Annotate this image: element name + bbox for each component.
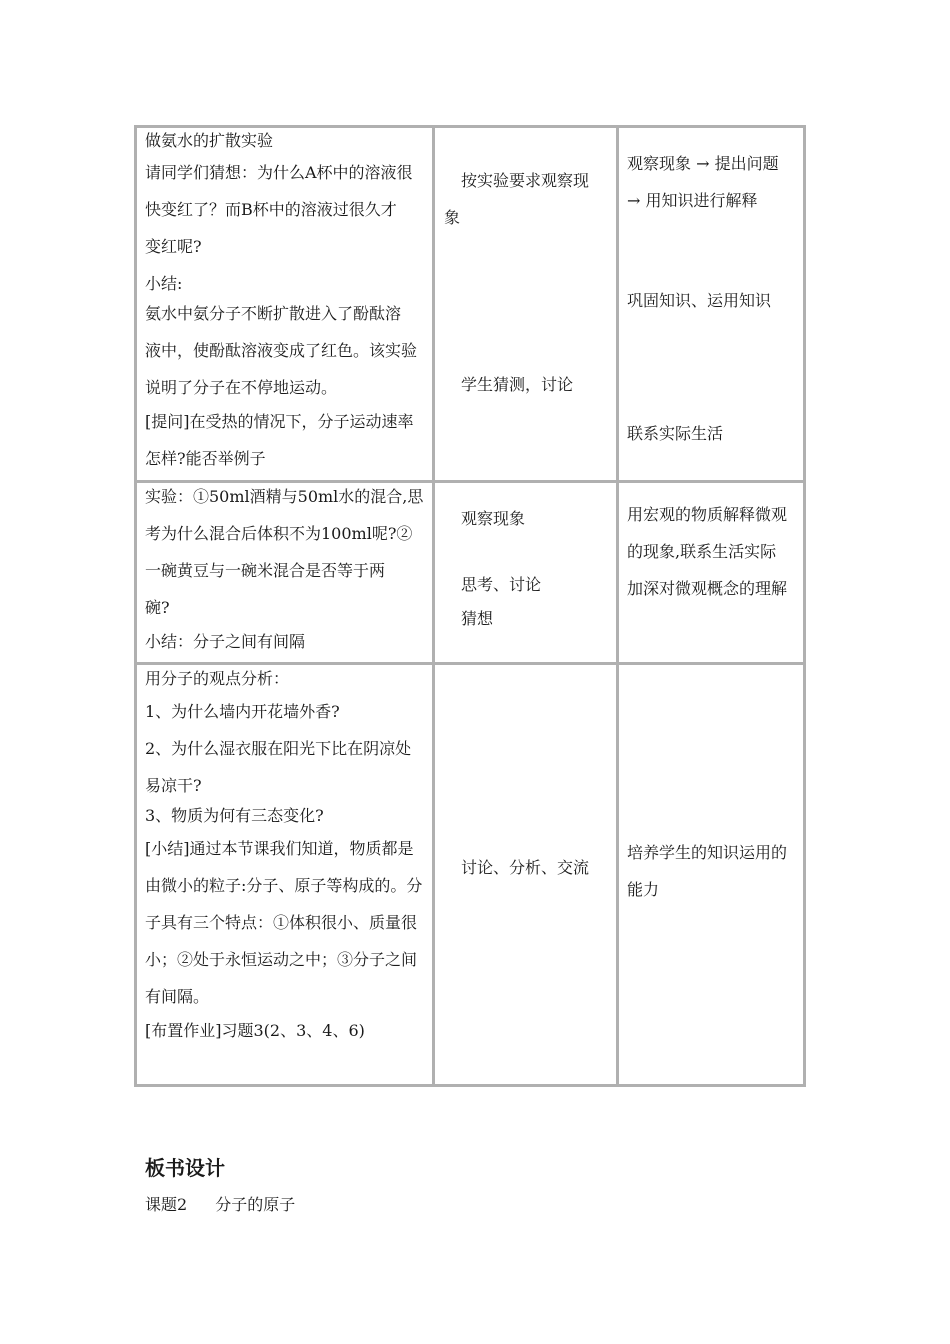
row2-teacher-line: 考为什么混合后体积不为100ml呢?② [145,524,413,543]
column-divider [432,125,435,1087]
row1-purpose-line: → 用知识进行解释 [627,191,758,210]
row1-student-line: 象 [444,208,461,227]
row1-purpose-line: 联系实际生活 [627,424,724,443]
row1-purpose-line: 观察现象 → 提出问题 [627,154,779,173]
row1-teacher-line: 怎样?能否举例子 [145,449,266,468]
row3-teacher-line: 由微小的粒子:分子、原子等构成的。分 [145,876,423,895]
row2-student-line: 思考、讨论 [461,575,542,594]
row3-teacher-line: [布置作业]习题3(2、3、4、6) [145,1021,365,1040]
lesson-topic: 分子的原子 [215,1195,296,1214]
row1-teacher-line: 快变红了？而B杯中的溶液过很久才 [145,200,397,219]
row3-teacher-line: 小；②处于永恒运动之中；③分子之间 [145,950,418,969]
row3-student-line: 讨论、分析、交流 [461,858,590,877]
table-border-bottom [134,1084,806,1087]
row3-teacher-line: [小结]通过本节课我们知道，物质都是 [145,839,414,858]
row1-student-line: 按实验要求观察现 [461,171,590,190]
row2-purpose-line: 用宏观的物质解释微观 [627,505,788,524]
row2-teacher-line: 实验：①50ml酒精与50ml水的混合,思 [145,487,424,506]
row1-teacher-line: 请同学们猜想：为什么A杯中的溶液很 [145,163,413,182]
row1-teacher-line: 液中，使酚酞溶液变成了红色。该实验 [145,341,418,360]
row2-purpose-line: 的现象,联系生活实际 [627,542,777,561]
lesson-label: 课题2 [145,1195,188,1214]
row2-student-line: 猜想 [461,609,494,628]
row3-purpose-line: 培养学生的知识运用的 [627,843,788,862]
row1-teacher-line: 氨水中氨分子不断扩散进入了酚酞溶 [145,304,402,323]
board-design-subtitle [145,1190,295,1220]
row3-teacher-line: 用分子的观点分析： [145,669,290,688]
row3-teacher-line: 3、物质为何有三态变化? [145,806,324,825]
row2-teacher-line: 小结：分子之间有间隔 [145,632,306,651]
board-design-heading: 板书设计 [145,1156,225,1180]
row1-teacher-line: 小结: [145,274,183,293]
row3-teacher-line: 易凉干? [145,776,202,795]
table-border-left [134,125,137,1087]
row1-teacher-line: 做氨水的扩散实验 [145,131,274,150]
row2-student-line: 观察现象 [461,509,526,528]
row3-purpose-line: 能力 [627,880,660,899]
row1-teacher-line: [提问]在受热的情况下，分子运动速率 [145,412,414,431]
row3-teacher-line: 子具有三个特点：①体积很小、质量很 [145,913,418,932]
column-divider [616,125,619,1087]
row1-student-line: 学生猜测，讨论 [461,375,574,394]
row2-teacher-line: 一碗黄豆与一碗米混合是否等于两 [145,561,386,580]
row2-teacher-line: 碗? [145,598,170,617]
row1-purpose-line: 巩固知识、运用知识 [627,291,772,310]
row3-teacher-line: 1、为什么墙内开花墙外香? [145,702,340,721]
row3-teacher-line: 有间隔。 [145,987,210,1006]
row3-teacher-line: 2、为什么湿衣服在阳光下比在阴凉处 [145,739,412,758]
row1-teacher-line: 变红呢? [145,237,202,256]
row2-purpose-line: 加深对微观概念的理解 [627,579,788,598]
table-border-right [803,125,806,1087]
row1-teacher-line: 说明了分子在不停地运动。 [145,378,338,397]
